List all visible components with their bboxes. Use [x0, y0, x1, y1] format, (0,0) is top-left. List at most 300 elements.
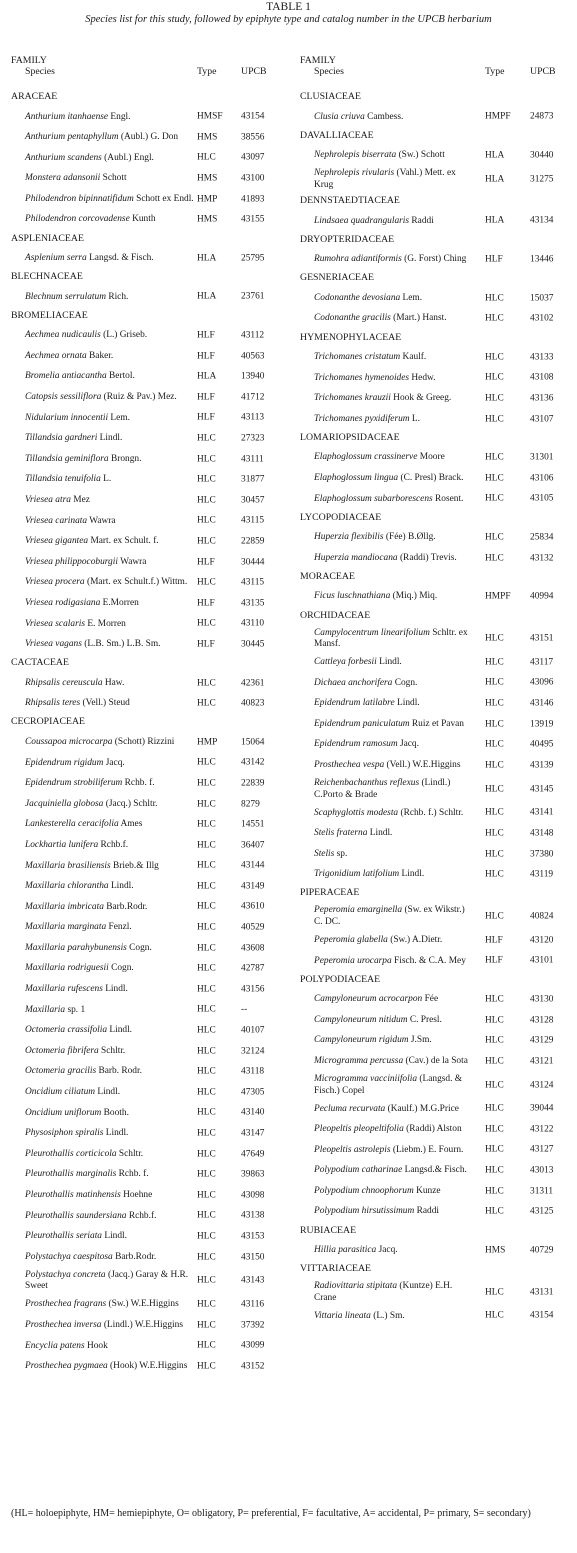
species-binomial: Codonanthe gracilis — [314, 313, 391, 324]
species-binomial: Rumohra adiantiformis — [314, 254, 402, 265]
species-name — [11, 107, 195, 123]
species-name — [300, 1140, 474, 1156]
epiphyte-type: HLC — [485, 911, 504, 922]
species-authority: Moore — [417, 452, 445, 463]
catalog-number: 40107 — [241, 1025, 265, 1036]
species-authority: (Schott) Rizzini — [112, 736, 175, 747]
catalog-number: 31877 — [241, 474, 265, 485]
epiphyte-type: HLF — [485, 934, 503, 945]
species-row — [300, 673, 572, 694]
species-row — [11, 938, 286, 959]
catalog-number: 43608 — [241, 942, 265, 953]
catalog-number: 43139 — [530, 760, 554, 771]
species-name — [300, 776, 474, 801]
species-name — [300, 288, 474, 304]
species-binomial: Pleurothallis seriata — [25, 1231, 102, 1242]
species-row — [300, 990, 572, 1011]
species-authority: L. — [100, 474, 112, 485]
catalog-number: 43106 — [530, 473, 554, 484]
epiphyte-type: HLC — [485, 848, 504, 859]
species-row — [300, 348, 572, 369]
epiphyte-type: HLC — [485, 739, 504, 750]
species-binomial: Trichomanes hymenoides — [314, 372, 410, 383]
species-binomial: Vriesea vagans — [25, 639, 82, 650]
species-name — [11, 1144, 195, 1160]
species-name — [300, 489, 474, 505]
epiphyte-type: HLC — [485, 413, 504, 424]
species-binomial: Physosiphon spiralis — [25, 1128, 104, 1139]
species-row — [300, 389, 572, 410]
epiphyte-type: HLC — [485, 698, 504, 709]
catalog-number: 43129 — [530, 1035, 554, 1046]
species-name — [11, 346, 195, 362]
epiphyte-type: HLC — [197, 1169, 216, 1180]
species-authority: Rchb. f. — [122, 778, 155, 789]
species-authority: (Sw.) W.E.Higgins — [106, 1299, 179, 1310]
epiphyte-type: HLC — [197, 1045, 216, 1056]
catalog-number: 37380 — [530, 848, 554, 859]
species-name — [11, 1165, 195, 1181]
right-column — [300, 52, 572, 1327]
species-name — [300, 626, 474, 651]
species-row — [300, 1279, 572, 1306]
species-authority: L. — [409, 413, 420, 424]
species-binomial: Codonanthe devosiana — [314, 292, 401, 303]
species-name — [11, 980, 195, 996]
species-name — [300, 653, 474, 669]
epiphyte-type: HLC — [197, 1087, 216, 1098]
species-name — [300, 409, 474, 425]
species-name — [11, 1315, 195, 1331]
species-row — [300, 107, 572, 128]
epiphyte-type: HLC — [197, 474, 216, 485]
species-authority: (Fée) B.Øllg. — [383, 532, 436, 543]
header-family: FAMILY — [300, 55, 336, 66]
catalog-number: 42361 — [241, 677, 265, 688]
species-binomial: Campylocentrum linearifolium — [314, 627, 430, 638]
species-authority: Schott — [100, 173, 127, 184]
species-authority: sp. — [334, 848, 348, 859]
catalog-number: 43127 — [530, 1144, 554, 1155]
species-name — [11, 408, 195, 424]
species-binomial: Nephrolepis biserrata — [314, 150, 397, 161]
species-authority: Lem. — [400, 292, 423, 303]
species-name — [300, 735, 474, 751]
species-row — [300, 1181, 572, 1202]
epiphyte-type: HLC — [197, 618, 216, 629]
species-name — [11, 1336, 195, 1352]
right-header — [300, 52, 572, 89]
species-authority: Lindl. — [376, 657, 402, 667]
species-row — [11, 897, 286, 918]
species-name — [300, 803, 474, 819]
species-name — [11, 429, 195, 445]
species-binomial: Polypodium hirsutissimum — [314, 1206, 415, 1217]
family-heading: LOMARIOPSIDACEAE — [300, 431, 400, 443]
species-row — [11, 429, 286, 450]
catalog-number: 43141 — [530, 807, 554, 818]
catalog-number: 43112 — [241, 330, 265, 341]
catalog-number: 43610 — [241, 901, 265, 912]
species-name — [11, 1041, 195, 1057]
species-row — [11, 1357, 286, 1378]
species-row — [11, 573, 286, 594]
species-binomial: Anthurium itanhaense — [25, 111, 109, 122]
catalog-number: 30444 — [241, 556, 265, 567]
right-species-list — [300, 89, 572, 1327]
species-authority: (Liebm.) E. Fourn. — [390, 1144, 464, 1155]
species-row — [300, 865, 572, 886]
catalog-number: 30457 — [241, 495, 265, 506]
species-name — [11, 694, 195, 710]
species-binomial: Peperomia glabella — [314, 934, 388, 945]
catalog-number: 42787 — [241, 963, 265, 974]
species-row — [300, 309, 572, 330]
species-authority: Lindl. — [399, 869, 425, 880]
epiphyte-type: HLC — [485, 1079, 504, 1090]
epiphyte-type: HMP — [197, 193, 218, 204]
species-authority: Lindl. — [102, 984, 128, 995]
family-heading: VITTARIACEAE — [300, 1263, 372, 1275]
family-heading: CECROPIACEAE — [11, 716, 86, 728]
species-binomial: Elaphoglossum lingua — [314, 473, 399, 484]
catalog-number: 43142 — [241, 757, 265, 768]
species-name — [11, 470, 195, 486]
catalog-number: 43098 — [241, 1190, 265, 1201]
species-binomial: Monstera adansonii — [25, 173, 101, 184]
catalog-number: 43154 — [241, 111, 265, 122]
species-name — [11, 1268, 195, 1293]
epiphyte-type: HMS — [197, 132, 218, 143]
species-authority: C. Presl. — [407, 1014, 442, 1025]
species-binomial: Vriesea scalaris — [25, 618, 85, 629]
species-row — [11, 1021, 286, 1042]
species-binomial: Aechmea ornata — [25, 350, 87, 361]
species-binomial: Nidularium innocentii — [25, 412, 109, 423]
species-authority: Lindl. — [97, 433, 123, 444]
species-authority: (Aubl.) Engl. — [101, 152, 154, 163]
species-row — [11, 635, 286, 656]
species-name — [11, 1186, 195, 1202]
epiphyte-type: HLA — [485, 215, 505, 226]
species-row — [11, 877, 286, 898]
species-row — [300, 755, 572, 776]
species-row — [11, 1247, 286, 1268]
species-authority: Mart. ex Schult. f. — [88, 536, 159, 547]
species-authority: Rchb. f. — [116, 1169, 149, 1180]
species-name — [11, 1083, 195, 1099]
species-row — [11, 980, 286, 1001]
species-row — [11, 287, 286, 308]
epiphyte-type: HLC — [485, 718, 504, 729]
catalog-number: 40529 — [241, 922, 265, 933]
species-row — [300, 211, 572, 232]
species-binomial: Hillia parasitica — [314, 1245, 377, 1256]
epiphyte-type: HLC — [197, 1275, 216, 1286]
species-binomial: Cattleya forbesii — [314, 657, 377, 667]
species-binomial: Oncidium ciliatum — [25, 1087, 96, 1098]
species-name — [11, 938, 195, 954]
species-row — [11, 856, 286, 877]
species-binomial: Philodendron bipinnatifidum — [25, 193, 134, 204]
epiphyte-type: HLC — [485, 452, 504, 463]
species-authority: J.Sm. — [408, 1035, 432, 1046]
catalog-number: 43138 — [241, 1210, 265, 1221]
family-heading: POLYPODIACEAE — [300, 973, 381, 985]
species-row — [300, 409, 572, 430]
species-authority: Hook — [84, 1340, 108, 1351]
species-binomial: Stelis fraterna — [314, 828, 368, 839]
species-name — [300, 824, 474, 840]
species-binomial: Epidendrum paniculatum — [314, 718, 410, 729]
epiphyte-type: HLC — [485, 292, 504, 303]
species-authority: Brieb.& Illg — [110, 860, 159, 871]
catalog-number: 43108 — [530, 372, 554, 383]
species-authority: (Raddi) Trevis. — [397, 552, 457, 563]
family-heading: BROMELIACEAE — [11, 309, 88, 321]
species-authority: Brongn. — [108, 453, 142, 464]
epiphyte-type: HLC — [485, 1103, 504, 1114]
epiphyte-type: HLA — [197, 371, 217, 382]
epiphyte-type: HLC — [197, 1231, 216, 1242]
species-name — [11, 287, 195, 303]
species-name — [300, 755, 474, 771]
species-binomial: Maxillaria parahybunensis — [25, 942, 127, 953]
epiphyte-type: HLC — [485, 1035, 504, 1046]
species-name — [11, 897, 195, 913]
epiphyte-type: HLF — [197, 392, 215, 403]
species-row — [11, 753, 286, 774]
species-authority: Lindl. — [107, 1025, 133, 1036]
species-name — [11, 794, 195, 810]
species-authority: (Kuntze) E.H. Crane — [314, 1281, 453, 1303]
epiphyte-type: HLC — [197, 152, 216, 163]
family-heading: PIPERACEAE — [300, 887, 360, 899]
catalog-number: 14551 — [241, 819, 265, 830]
catalog-number: 43102 — [530, 313, 554, 324]
species-row — [11, 1124, 286, 1145]
species-binomial: Oncidium uniflorum — [25, 1107, 102, 1118]
species-row — [11, 1336, 286, 1357]
epiphyte-type: HLC — [197, 1251, 216, 1262]
catalog-number: 43115 — [241, 515, 265, 526]
epiphyte-type: HLC — [485, 393, 504, 404]
species-binomial: Elaphoglossum subarborescens — [314, 493, 433, 504]
epiphyte-type: HLC — [197, 757, 216, 768]
species-name — [300, 1099, 474, 1115]
header-type: Type — [197, 66, 217, 77]
species-name — [300, 1031, 474, 1047]
catalog-number: 31301 — [530, 452, 554, 463]
catalog-number: 43149 — [241, 881, 265, 892]
species-authority: (Sw. ex Wikstr.) C. DC. — [314, 905, 465, 927]
catalog-number: 40994 — [530, 591, 554, 602]
species-row — [11, 169, 286, 190]
catalog-number: 40729 — [530, 1245, 554, 1256]
species-authority: Schltr. ex Mansf. — [314, 627, 468, 649]
catalog-number: 23761 — [241, 291, 265, 302]
species-row — [11, 673, 286, 694]
epiphyte-type: HLC — [197, 1107, 216, 1118]
species-name — [11, 614, 195, 630]
species-authority: Langsd.& Fisch. — [402, 1165, 467, 1176]
species-name — [300, 714, 474, 730]
species-binomial: Vriesea rodigasiana — [25, 597, 101, 608]
species-binomial: Pleopeltis pleopeltifolia — [314, 1124, 404, 1135]
catalog-number: 43156 — [241, 984, 265, 995]
species-row — [11, 511, 286, 532]
catalog-number: 43100 — [241, 173, 265, 184]
species-name — [300, 1202, 474, 1218]
species-row — [11, 107, 286, 128]
species-binomial: Nephrolepis rivularis — [314, 168, 395, 179]
species-binomial: Reichenbachanthus reflexus — [314, 778, 420, 789]
epiphyte-type: HLF — [485, 254, 503, 265]
epiphyte-type: HLC — [197, 698, 216, 709]
family-heading: LYCOPODIACEAE — [300, 511, 382, 523]
epiphyte-type: HLA — [197, 291, 217, 302]
epiphyte-type: HMS — [197, 173, 218, 184]
species-name — [300, 1010, 474, 1026]
species-row — [11, 552, 286, 573]
species-binomial: Rhipsalis teres — [25, 698, 81, 709]
species-authority: Lindl. — [102, 1231, 127, 1242]
epiphyte-type: HLC — [197, 495, 216, 506]
epiphyte-type: HLC — [485, 760, 504, 771]
species-binomial: Philodendron corcovadense — [25, 214, 130, 225]
species-name — [11, 1124, 195, 1140]
species-authority: (Ruiz & Pav.) Mez. — [101, 392, 177, 403]
species-authority: Raddi — [409, 215, 434, 226]
catalog-number: 24873 — [530, 111, 554, 122]
catalog-number: 43128 — [530, 1014, 554, 1025]
species-row — [11, 1295, 286, 1316]
species-row — [300, 1031, 572, 1052]
epiphyte-type: HLF — [197, 350, 215, 361]
catalog-number: 43135 — [241, 598, 265, 609]
species-binomial: Aechmea nudicaulis — [25, 330, 101, 341]
epiphyte-type: HLC — [197, 677, 216, 688]
species-name — [11, 449, 195, 465]
species-authority: Baker. — [86, 350, 114, 361]
header-family: FAMILY — [11, 55, 47, 66]
species-authority: (L.) Sm. — [370, 1310, 405, 1321]
species-row — [300, 1051, 572, 1072]
species-row — [11, 189, 286, 210]
species-binomial: Elaphoglossum crassinerve — [314, 452, 418, 463]
species-name — [300, 548, 474, 564]
epiphyte-type: HLC — [485, 1124, 504, 1135]
species-authority: Wawra — [117, 556, 147, 567]
species-row — [300, 951, 572, 972]
species-authority: sp. 1 — [65, 1004, 86, 1015]
catalog-number: 41712 — [241, 392, 265, 403]
species-row — [300, 735, 572, 756]
catalog-number: 43154 — [530, 1310, 554, 1321]
species-authority: Rchb.f. — [126, 1210, 157, 1221]
species-name — [11, 753, 195, 769]
species-binomial: Scaphyglottis modesta — [314, 807, 399, 818]
species-authority: Cogn. — [392, 677, 418, 688]
species-binomial: Campyloneurum acrocarpon — [314, 994, 423, 1005]
species-binomial: Lindsaea quadrangularis — [314, 215, 410, 226]
epiphyte-type: HLC — [485, 372, 504, 383]
epiphyte-type: HLC — [485, 1185, 504, 1196]
epiphyte-type: HLC — [485, 633, 504, 644]
family-heading: DAVALLIACEAE — [300, 129, 374, 141]
species-authority: (Cav.) de la Sota — [403, 1055, 468, 1066]
species-binomial: Anthurium pentaphyllum — [25, 132, 119, 143]
species-row — [300, 528, 572, 549]
species-row — [300, 714, 572, 735]
species-authority: Hook & Greeg. — [390, 393, 452, 404]
species-row — [11, 128, 286, 149]
family-heading: CACTACEAE — [11, 657, 69, 669]
species-row — [300, 1120, 572, 1141]
epiphyte-type: HLC — [197, 860, 216, 871]
epiphyte-type: HLC — [197, 1148, 216, 1159]
species-name — [11, 573, 195, 589]
species-authority: Jacq. — [103, 757, 125, 768]
catalog-number: 43144 — [241, 860, 265, 871]
epiphyte-type: HLF — [197, 412, 215, 423]
species-row — [11, 346, 286, 367]
species-binomial: Microgramma vacciniifolia — [314, 1074, 418, 1084]
species-name — [11, 249, 195, 265]
species-row — [300, 587, 572, 608]
epiphyte-type: HLC — [197, 1361, 216, 1372]
species-row — [11, 835, 286, 856]
species-name — [11, 326, 195, 342]
species-row — [300, 250, 572, 271]
header-species: Species — [25, 66, 55, 77]
catalog-number: 43105 — [530, 493, 554, 504]
species-row — [300, 1202, 572, 1223]
epiphyte-type: HLC — [197, 839, 216, 850]
species-name — [11, 774, 195, 790]
catalog-number: 43115 — [241, 577, 265, 588]
species-name — [300, 930, 474, 946]
species-name — [300, 673, 474, 689]
epiphyte-type: HLC — [197, 881, 216, 892]
species-authority: (Mart. ex Schult.f.) Wittm. — [84, 577, 188, 588]
species-authority: (G. Forst) Ching — [401, 254, 467, 265]
family-heading: ORCHIDACEAE — [300, 609, 371, 621]
species-binomial: Maxillaria imbricata — [25, 901, 104, 912]
species-binomial: Maxillaria marginata — [25, 922, 107, 933]
family-heading: GESNERIACEAE — [300, 272, 375, 284]
species-row — [11, 1041, 286, 1062]
species-authority: Booth. — [101, 1107, 129, 1118]
species-binomial: Octomeria fibrifera — [25, 1045, 99, 1056]
species-binomial: Pleurothallis saundersiana — [25, 1210, 127, 1221]
catalog-number: 43099 — [241, 1340, 265, 1351]
epiphyte-type: HLC — [485, 657, 504, 668]
species-authority: Lindl. — [367, 828, 393, 839]
species-authority: Barb. Rodr. — [96, 1066, 142, 1077]
epiphyte-type: HLC — [197, 1128, 216, 1139]
species-row — [11, 148, 286, 169]
species-authority: (Lindl.) C.Porto & Brade — [314, 778, 451, 800]
catalog-number: 43111 — [241, 453, 264, 464]
species-authority: Hoehne — [120, 1190, 153, 1200]
catalog-number: 31311 — [530, 1185, 554, 1196]
left-header — [11, 52, 286, 89]
species-authority: Fisch. & C.A. Mey — [391, 955, 466, 966]
species-name — [11, 1103, 195, 1119]
species-authority: Lindl. — [394, 698, 420, 709]
catalog-number: 43136 — [530, 393, 554, 404]
